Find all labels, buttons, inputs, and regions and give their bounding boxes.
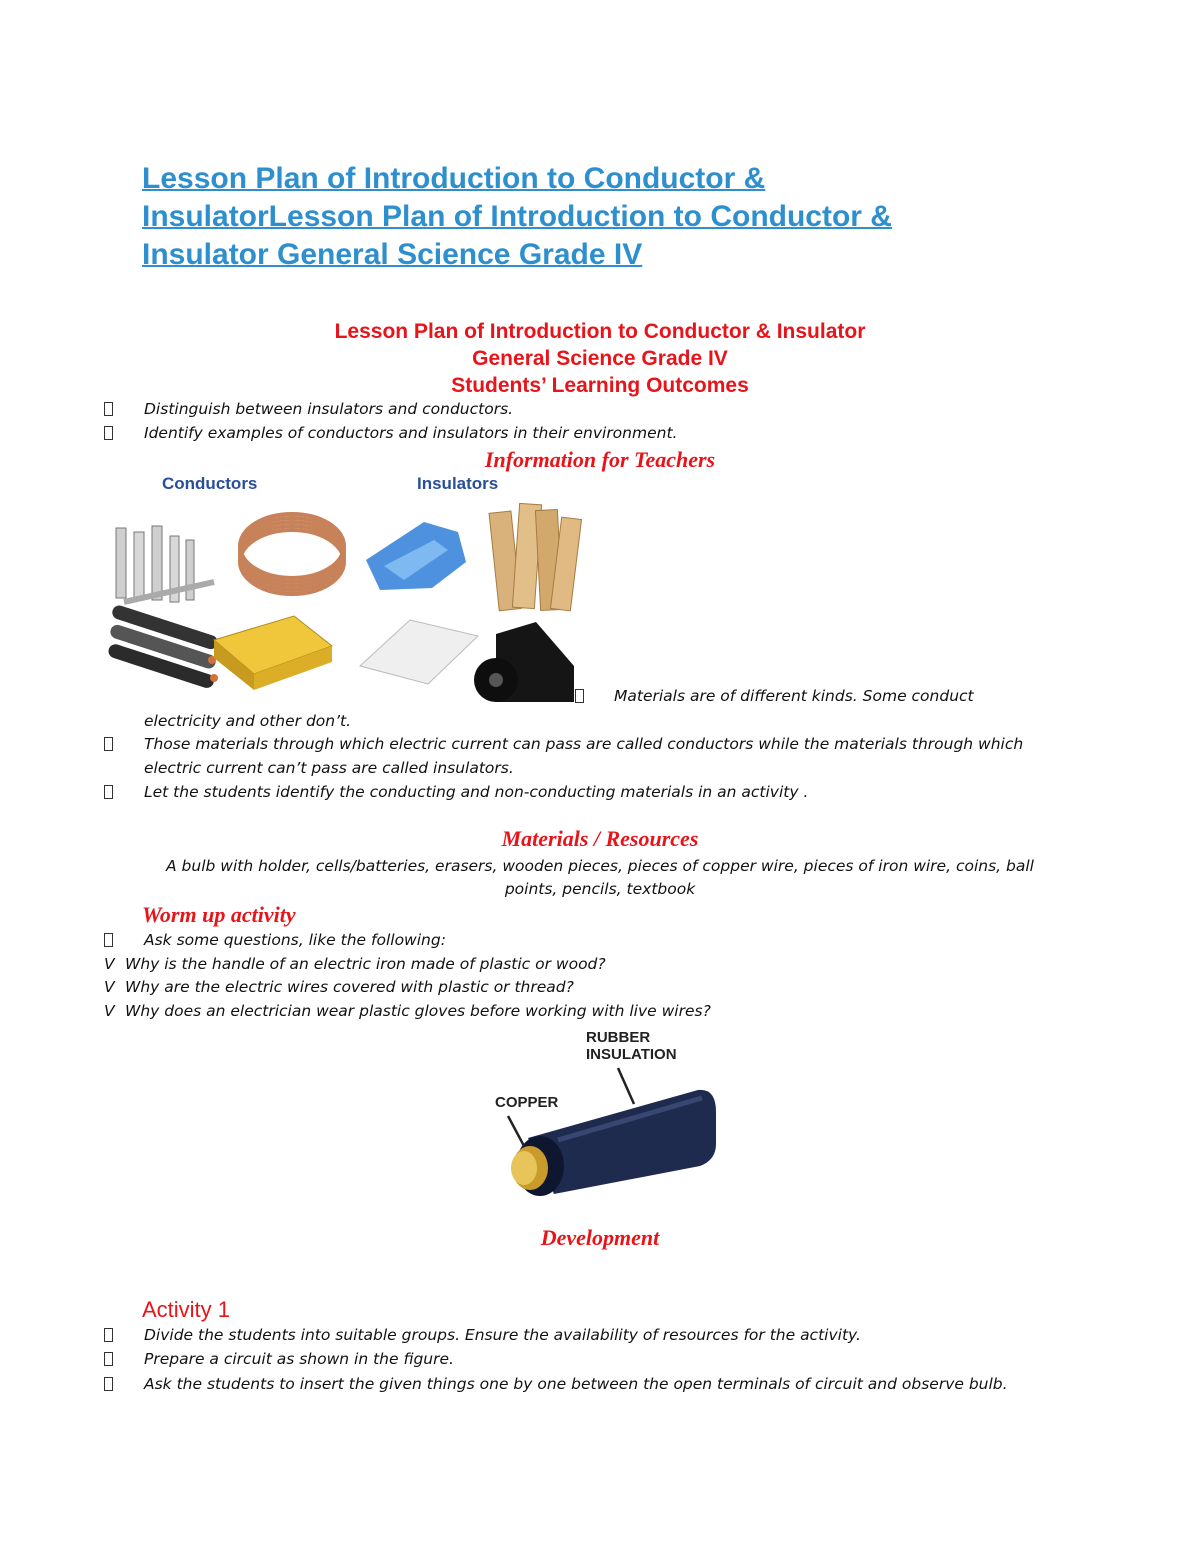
lesson-header-title: Lesson Plan of Introduction to Conductor & Insulator	[334, 320, 866, 343]
activity-step: Ask the students to insert the given things one by one between the open terminals of circuit and observe bulb.	[144, 1375, 1008, 1393]
info-point-2a: Those materials through which electric current can pass are called conductors while the materials through which	[144, 735, 1024, 753]
warmup-intro: Ask some questions, like the following:	[144, 931, 446, 949]
plastic-bottle-icon	[366, 522, 466, 590]
development-heading: Development	[540, 1225, 660, 1250]
rubber-label: RUBBER	[586, 1029, 651, 1046]
document-title-line-2[interactable]: InsulatorLesson Plan of Introduction to Conductor &	[142, 200, 892, 233]
check-mark-icon: V	[104, 1002, 115, 1020]
bullet-icon	[104, 426, 113, 443]
outcome-item: Distinguish between insulators and conductors.	[144, 400, 514, 418]
check-mark-icon: V	[104, 978, 115, 996]
paper-sheet-icon	[360, 620, 478, 684]
check-mark-icon: V	[104, 955, 115, 973]
outcome-item: Identify examples of conductors and insulators in their environment.	[144, 424, 678, 442]
bullet-icon	[104, 1328, 113, 1345]
learning-outcomes-heading: Students’ Learning Outcomes	[451, 374, 749, 397]
info-point-2b: electric current can’t pass are called insulators.	[144, 759, 514, 777]
conductors-label: Conductors	[162, 474, 258, 493]
warmup-question: Why are the electric wires covered with plastic or thread?	[125, 978, 574, 996]
cable-diagram	[488, 1028, 720, 1204]
wood-sticks-icon	[489, 503, 581, 611]
info-point-1a: Materials are of different kinds. Some conduct	[614, 687, 974, 705]
materials-illustration	[104, 470, 584, 704]
rubber-roll-icon	[474, 622, 574, 702]
lesson-header	[0, 318, 1200, 399]
activity-step: Divide the students into suitable groups. Ensure the availability of resources for the activity.	[144, 1326, 861, 1344]
stranded-cable-icon	[116, 526, 214, 602]
warmup-heading: Worm up activity	[142, 902, 296, 927]
document-title[interactable]	[142, 160, 1082, 274]
warmup-question: Why does an electrician wear plastic gloves before working with live wires?	[125, 1002, 711, 1020]
conductors-insulators-image	[104, 470, 584, 704]
insulated-cables-icon	[107, 604, 220, 690]
warmup-question: Why is the handle of an electric iron made of plastic or wood?	[125, 955, 606, 973]
bullet-icon	[104, 1352, 113, 1369]
activity-1-heading: Activity 1	[142, 1297, 231, 1322]
materials-line-1: A bulb with holder, cells/batteries, erasers, wooden pieces, pieces of copper wire, pieces of iron wire, coins, ball	[166, 857, 1034, 875]
bullet-icon	[104, 402, 113, 419]
insulation-label: INSULATION	[586, 1046, 677, 1063]
lesson-header-grade: General Science Grade IV	[472, 347, 728, 370]
activity-step: Prepare a circuit as shown in the figure.	[144, 1350, 454, 1368]
materials-line-2: points, pencils, textbook	[504, 880, 696, 898]
gold-bar-icon	[214, 616, 332, 690]
bullet-icon	[104, 933, 113, 950]
info-heading: Information for Teachers	[484, 447, 716, 472]
document-title-line-3[interactable]: Insulator General Science Grade IV	[142, 238, 643, 271]
document-title-line-1[interactable]: Lesson Plan of Introduction to Conductor &	[142, 162, 766, 195]
info-point-3: Let the students identify the conducting and non-conducting materials in an activity .	[144, 783, 809, 801]
insulators-label: Insulators	[417, 474, 499, 493]
info-point-1b: electricity and other don’t.	[144, 712, 352, 730]
bullet-icon	[575, 689, 584, 706]
copper-label: COPPER	[495, 1094, 559, 1111]
copper-coil-icon	[240, 514, 344, 594]
materials-heading: Materials / Resources	[501, 826, 699, 851]
bullet-icon	[104, 1377, 113, 1394]
bullet-icon	[104, 785, 113, 802]
bullet-icon	[104, 737, 113, 754]
